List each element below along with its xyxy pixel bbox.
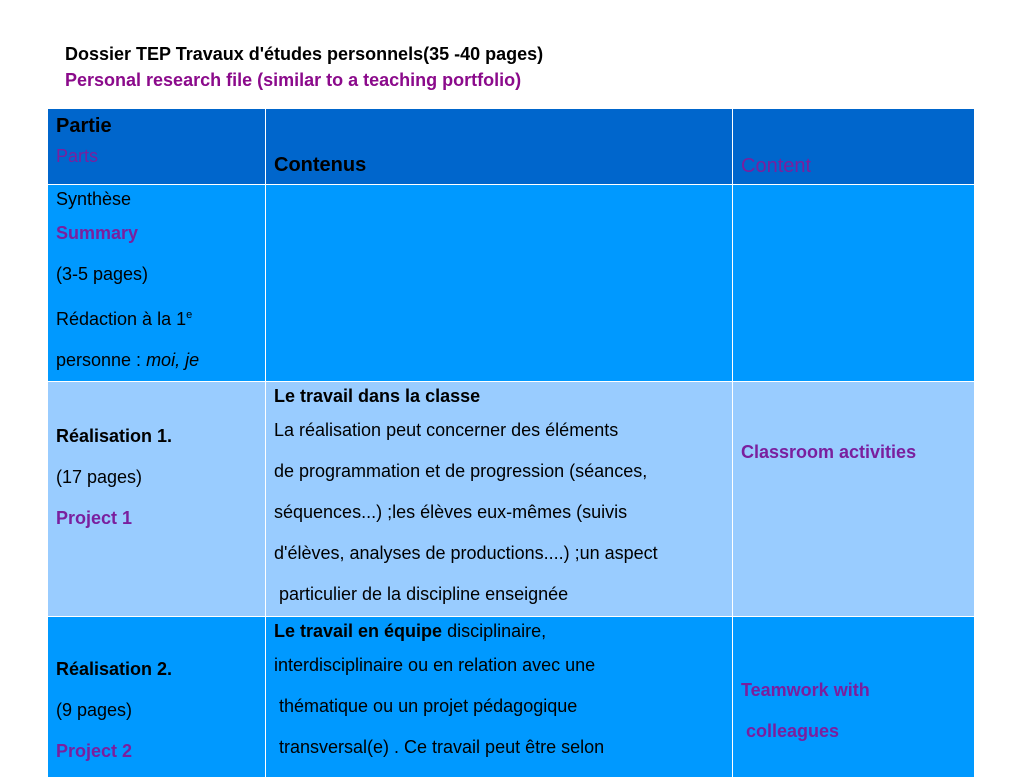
project2-english-line: colleagues [741,721,840,741]
table-row [48,382,975,617]
project2-content-line: interdisciplinaire ou en relation avec une [274,655,596,675]
header-content: Content [741,155,812,177]
project2-content-cell [266,617,733,778]
project1-en: Project 1 [56,508,133,528]
table-header-row [48,109,975,185]
summary-en: Summary [56,223,139,243]
title-french: Dossier TEP Travaux d'études personnels(35 -40 pages) [65,44,544,64]
summary-note-line2: personne : moi, je [56,350,200,370]
project1-content-line: particulier de la discipline enseignée [274,584,569,604]
project2-pages: (9 pages) [56,700,133,720]
project2-fr: Réalisation 2. [56,659,173,679]
project1-content-line: séquences...) ;les élèves eux-mêmes (suivis [274,502,628,522]
table-row [48,185,975,382]
project1-content-line: d'élèves, analyses de productions....) ;un aspect [274,543,658,563]
project2-english-cell [733,617,975,778]
project1-content-line: La réalisation peut concerner des éléments [274,420,619,440]
project1-part-cell [48,382,266,617]
summary-pages: (3-5 pages) [56,264,149,284]
summary-content-cell [266,185,733,382]
project2-content-line: thématique ou un projet pédagogique [274,696,578,716]
header-parts: Parts [56,146,99,166]
summary-note-line1: Rédaction à la 1e [56,309,193,329]
project1-content-cell [266,382,733,617]
summary-fr: Synthèse [56,189,132,209]
project1-content-line: de programmation et de progression (séances, [274,461,648,481]
project1-pages: (17 pages) [56,467,143,487]
project2-part-cell [48,617,266,778]
project2-en: Project 2 [56,741,133,761]
table-row [48,617,975,778]
summary-english-cell [733,185,975,382]
project1-fr: Réalisation 1. [56,426,173,446]
project2-english-line: Teamwork with [741,680,870,700]
document-heading [65,41,543,93]
project1-english-cell [733,382,975,617]
title-english: Personal research file (similar to a teaching portfolio) [65,70,522,90]
header-contenus: Contenus [274,154,367,176]
header-parts-cell [48,109,266,185]
header-partie: Partie [56,115,112,137]
project1-content-title: Le travail dans la classe [274,386,481,406]
project2-content-first-line: Le travail en équipe disciplinaire, [274,621,547,641]
header-content-cell [733,109,975,185]
tep-table [47,108,975,778]
summary-part-cell [48,185,266,382]
header-contenus-cell [266,109,733,185]
project2-content-line: transversal(e) . Ce travail peut être selon [274,737,605,757]
project1-english: Classroom activities [741,442,917,462]
